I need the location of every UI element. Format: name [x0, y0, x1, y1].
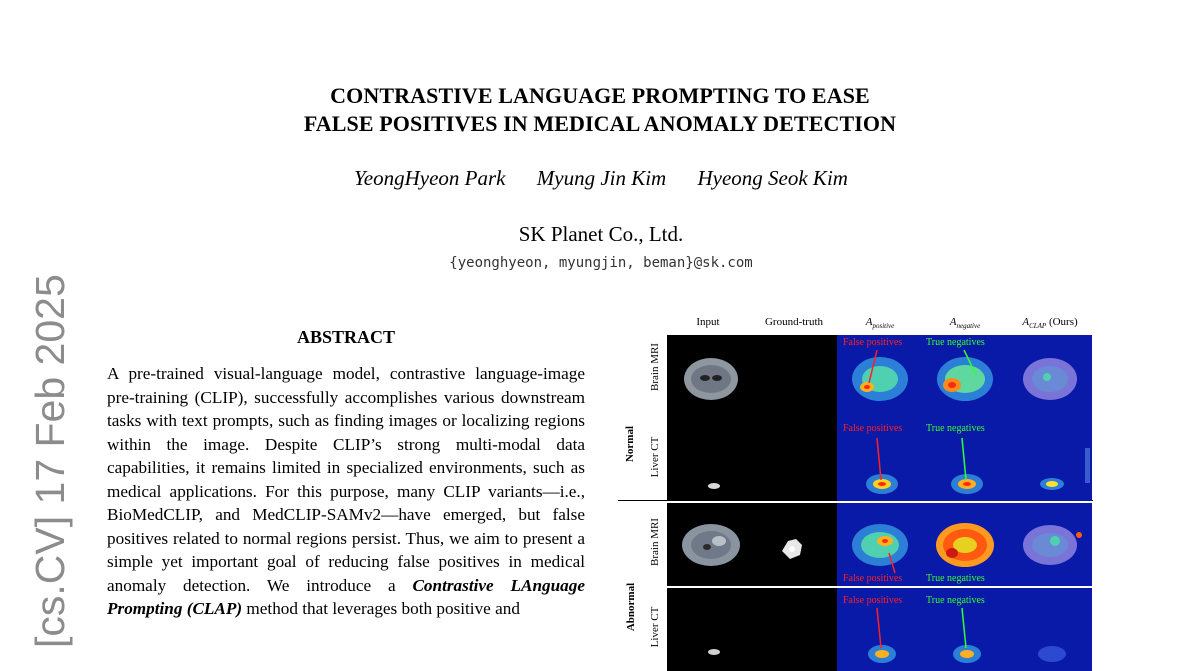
cell-normal-brain-aneg	[922, 335, 1007, 418]
cell-normal-liver-aneg	[922, 418, 1007, 501]
affiliation: SK Planet Co., Ltd.	[518, 222, 684, 246]
cell-abnormal-brain-input	[667, 503, 752, 586]
cell-abnormal-liver-aclap	[1007, 588, 1092, 671]
col-header-a-clap: $A_{CLAP}$ (Ours)	[1022, 316, 1078, 331]
ann-true-negatives-1: True negatives	[926, 337, 985, 348]
author-1: YeongHyeon Park	[354, 166, 506, 190]
cell-normal-liver-aclap	[1007, 418, 1092, 501]
title-line-1: CONTRASTIVE LANGUAGE PROMPTING TO EASE	[330, 83, 870, 108]
author-2: Myung Jin Kim	[536, 166, 667, 190]
title-line-2: FALSE POSITIVES IN MEDICAL ANOMALY DETECTION	[303, 111, 897, 136]
cell-abnormal-brain-aneg	[922, 503, 1007, 586]
row-label-liver-ct-abnormal: Liver CT	[649, 606, 661, 648]
ann-true-negatives-4: True negatives	[926, 595, 985, 606]
cell-abnormal-brain-apos	[837, 503, 922, 586]
cell-normal-brain-gt	[752, 335, 837, 418]
ann-false-positives-2: False positives	[843, 423, 903, 434]
group-label-abnormal: Abnormal	[625, 582, 637, 632]
cell-normal-liver-apos	[837, 418, 922, 501]
col-header-a-negative: $A_{negative}$	[949, 316, 981, 331]
figure-1	[618, 316, 1098, 656]
cell-normal-brain-aclap	[1007, 335, 1092, 418]
cell-abnormal-liver-gt	[752, 588, 837, 671]
author-list	[0, 166, 1200, 191]
ann-false-positives-4: False positives	[843, 595, 903, 606]
abstract-heading: ABSTRACT	[296, 327, 396, 347]
cell-abnormal-liver-aneg	[922, 588, 1007, 671]
ann-false-positives-3: False positives	[843, 573, 903, 584]
cell-abnormal-brain-gt	[752, 503, 837, 586]
abstract-text-2: method that leverages both positive and	[242, 599, 520, 618]
cell-abnormal-liver-apos	[837, 588, 922, 671]
cell-normal-liver-input	[667, 418, 752, 501]
row-label-brain-mri: Brain MRI	[649, 343, 661, 391]
cell-abnormal-brain-aclap	[1007, 503, 1092, 586]
cell-normal-brain-apos	[837, 335, 922, 418]
paper-title	[0, 82, 1200, 138]
col-header-a-positive: $A_{positive}$	[865, 316, 895, 331]
cell-abnormal-liver-input	[667, 588, 752, 671]
ann-true-negatives-2: True negatives	[926, 423, 985, 434]
row-label-brain-mri-abnormal: Brain MRI	[649, 518, 661, 566]
abstract-text-1: A pre-trained visual-language model, contrastive language-image pre-training (CLIP), successfully accomplishes various downstream tasks with text prompts, such as finding images or localizing regions within the image. Despite CLIP’s strong multi-modal data capabilities, it remains limited in specialized environments, such as medical applications. For this purpose, many CLIP variants—i.e., BioMedCLIP, and MedCLIP-SAMv2—have emerged, but false positives related to normal regions persist. Thus, we aim to present a simple yet important goal of reducing false positives in medical anomaly detection. We introduce a	[107, 364, 585, 595]
col-header-input: Input	[696, 316, 720, 328]
cell-normal-brain-input	[667, 335, 752, 418]
row-label-liver-ct: Liver CT	[649, 436, 661, 478]
ann-false-positives-1: False positives	[843, 337, 903, 348]
author-3: Hyeong Seok Kim	[697, 166, 848, 190]
abstract-emph: Contrastive LAnguage Prompting (CLAP)	[107, 575, 585, 618]
group-label-normal: Normal	[624, 425, 636, 463]
email: {yeonghyeon, myungjin, beman}@sk.com	[449, 255, 753, 271]
arxiv-stamp: [cs.CV] 17 Feb 2025	[27, 274, 73, 648]
cell-normal-liver-gt	[752, 418, 837, 501]
abstract-body	[107, 362, 585, 621]
col-header-ground-truth: Ground-truth	[764, 316, 824, 328]
ann-true-negatives-3: True negatives	[926, 573, 985, 584]
